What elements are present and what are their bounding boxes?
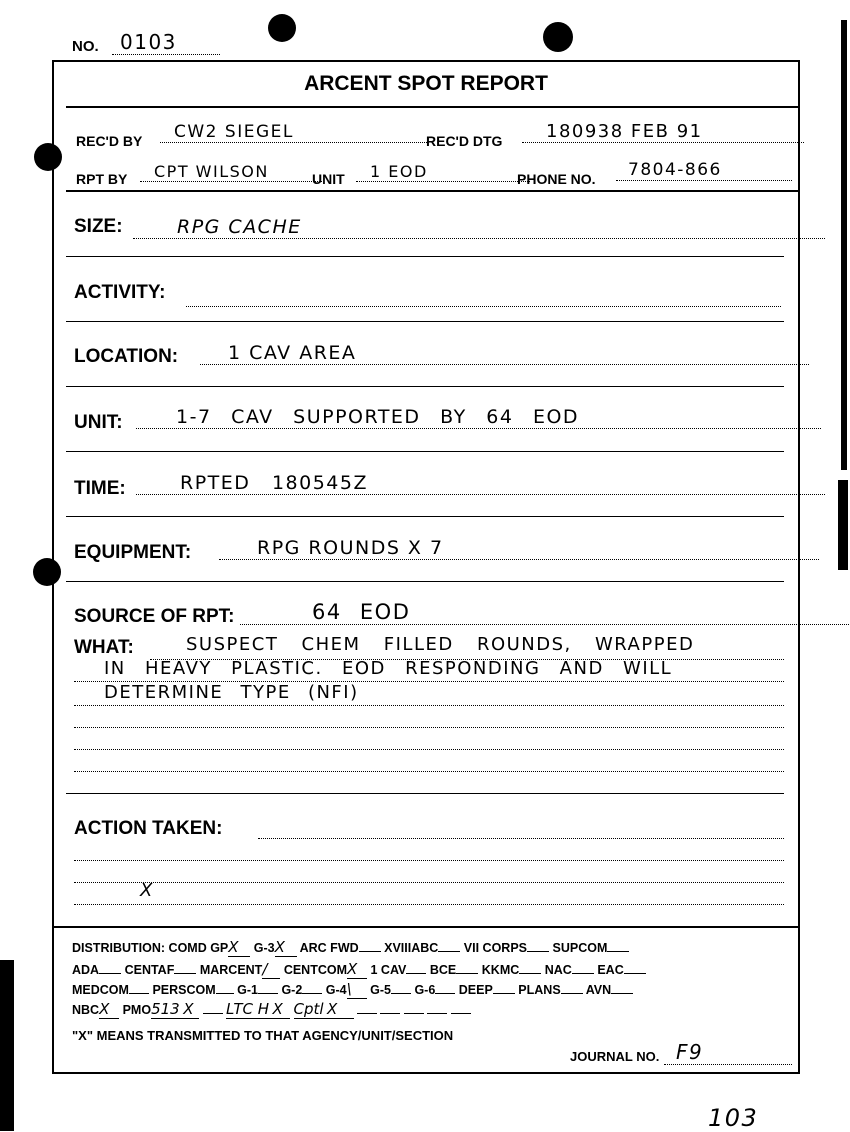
- report-title: ARCENT SPOT REPORT: [304, 72, 548, 95]
- dist-handwritten-1: LTC H: [226, 1000, 270, 1018]
- journal-value: F9: [664, 1040, 792, 1065]
- location-label: LOCATION:: [74, 346, 179, 367]
- distribution-row-3: [72, 980, 633, 999]
- dist-centaf: CENTAF: [124, 963, 175, 977]
- dist-nbc-mark: X: [99, 1000, 110, 1018]
- dist-g3-mark: X: [274, 938, 285, 956]
- unit-value: 1 EOD: [356, 162, 530, 182]
- distribution-divider: [52, 926, 798, 928]
- action-rule-1: [258, 838, 784, 839]
- what-rule-4: [74, 727, 784, 728]
- dist-pmo: PMO: [122, 1003, 152, 1017]
- time-value: RPTED 180545Z: [136, 472, 825, 495]
- dist-1-cav: 1 CAV: [370, 963, 407, 977]
- what-rule-5: [74, 749, 784, 750]
- action-rule-4: [74, 904, 784, 905]
- what-rule-3: [74, 705, 784, 706]
- dist-perscom: PERSCOM: [152, 983, 216, 997]
- source-value: 64 EOD: [240, 600, 850, 625]
- dist-medcom: MEDCOM: [72, 983, 129, 997]
- punch-hole-top-left: [268, 14, 296, 42]
- scan-edge-left: [0, 960, 14, 1131]
- what-rule-7: [66, 793, 784, 794]
- dist-bce: BCE: [429, 963, 457, 977]
- size-value: RPG CACHE: [133, 216, 825, 239]
- rpt-by-label: RPT BY: [76, 171, 128, 187]
- dist-handwritten-1-mark: X: [272, 1000, 283, 1018]
- dist-g4-mark: \: [346, 980, 352, 998]
- distribution-row-4: [72, 1000, 471, 1019]
- journal-label: JOURNAL NO.: [570, 1049, 660, 1064]
- dist-kkmc: KKMC: [481, 963, 520, 977]
- distribution-legend: "X" MEANS TRANSMITTED TO THAT AGENCY/UNIT/SECTION: [72, 1028, 454, 1043]
- dist-plans: PLANS: [518, 983, 561, 997]
- page-mark: 103: [708, 1104, 759, 1132]
- unit-rule: [66, 451, 784, 452]
- received-divider: [66, 190, 798, 192]
- recd-dtg-value: 180938 FEB 91: [522, 121, 804, 143]
- dist-arc-fwd: ARC FWD: [299, 941, 359, 955]
- what-line-3: DETERMINE TYPE (NFI): [104, 682, 359, 703]
- what-label: WHAT:: [74, 637, 134, 658]
- location-value: 1 CAV AREA: [200, 342, 809, 365]
- dist-vii-corps: VII CORPS: [463, 941, 528, 955]
- dist-g2: G-2: [281, 983, 303, 997]
- unit-field-value: 1-7 CAV SUPPORTED BY 64 EOD: [136, 406, 821, 429]
- dist-g4: G-4: [325, 983, 347, 997]
- dist-pmo-value: 513: [151, 1000, 180, 1018]
- equipment-rule: [66, 581, 784, 582]
- phone-label: PHONE NO.: [517, 171, 596, 187]
- recd-by-value: CW2 SIEGEL: [160, 122, 429, 143]
- time-label: TIME:: [74, 478, 126, 499]
- distribution-row-2: [72, 960, 646, 979]
- dist-comd-gp-mark: X: [228, 938, 239, 956]
- time-rule: [66, 516, 784, 517]
- size-rule: [66, 256, 784, 257]
- dist-g1: G-1: [237, 983, 258, 997]
- dist-pmo-mark: X: [183, 1000, 194, 1018]
- recd-by-label: REC'D BY: [76, 133, 143, 149]
- source-label: SOURCE OF RPT:: [74, 606, 235, 627]
- dist-comd-gp: COMD GP: [168, 941, 229, 955]
- size-label: SIZE:: [74, 216, 123, 237]
- scan-edge-right-top: [841, 20, 847, 470]
- punch-hole-top-right: [543, 22, 573, 52]
- dist-handwritten-2: Cptl: [293, 1000, 324, 1018]
- recd-dtg-label: REC'D DTG: [426, 133, 503, 149]
- location-rule: [66, 386, 784, 387]
- dist-g5: G-5: [370, 983, 391, 997]
- dist-g6: G-6: [414, 983, 436, 997]
- dist-supcom: SUPCOM: [552, 941, 608, 955]
- dist-nbc: NBC: [72, 1003, 100, 1017]
- form-number-value: 0103: [112, 30, 220, 55]
- action-rule-3: [74, 882, 784, 883]
- dist-centcom: CENTCOM: [283, 963, 348, 977]
- unit-label: UNIT: [312, 171, 345, 187]
- dist-marcent: MARCENT: [199, 963, 263, 977]
- distribution-row-1: [72, 938, 629, 957]
- rpt-by-value: CPT WILSON: [140, 162, 322, 182]
- dist-xviiiabc: XVIIIABC: [384, 941, 439, 955]
- dist-centcom-mark: X: [347, 960, 358, 978]
- action-rule-2: [74, 860, 784, 861]
- action-mark: X: [140, 880, 154, 901]
- report-frame: [52, 60, 800, 1074]
- dist-ada: ADA: [72, 963, 100, 977]
- dist-eac: EAC: [597, 963, 624, 977]
- activity-label: ACTIVITY:: [74, 282, 166, 303]
- form-number-label: NO.: [72, 38, 99, 55]
- what-line-1: SUSPECT CHEM FILLED ROUNDS, WRAPPED: [186, 634, 695, 655]
- equipment-value: RPG ROUNDS X 7: [219, 537, 819, 560]
- dist-g3: G-3: [253, 941, 275, 955]
- phone-value: 7804-866: [616, 160, 792, 181]
- what-rule-6: [74, 771, 784, 772]
- dist-avn: AVN: [585, 983, 612, 997]
- action-label: ACTION TAKEN:: [74, 818, 223, 839]
- title-divider: [66, 106, 798, 108]
- activity-value: [186, 282, 781, 307]
- scan-edge-right-mid: [838, 480, 848, 570]
- equipment-label: EQUIPMENT:: [74, 542, 192, 563]
- dist-deep: DEEP: [458, 983, 493, 997]
- what-line-2: IN HEAVY PLASTIC. EOD RESPONDING AND WILL: [104, 658, 673, 679]
- activity-rule: [66, 321, 784, 322]
- unit-field-label: UNIT:: [74, 412, 123, 433]
- dist-marcent-mark: /: [262, 960, 268, 978]
- dist-nac: NAC: [544, 963, 572, 977]
- dist-handwritten-2-mark: X: [327, 1000, 338, 1018]
- distribution-label: DISTRIBUTION:: [72, 941, 166, 955]
